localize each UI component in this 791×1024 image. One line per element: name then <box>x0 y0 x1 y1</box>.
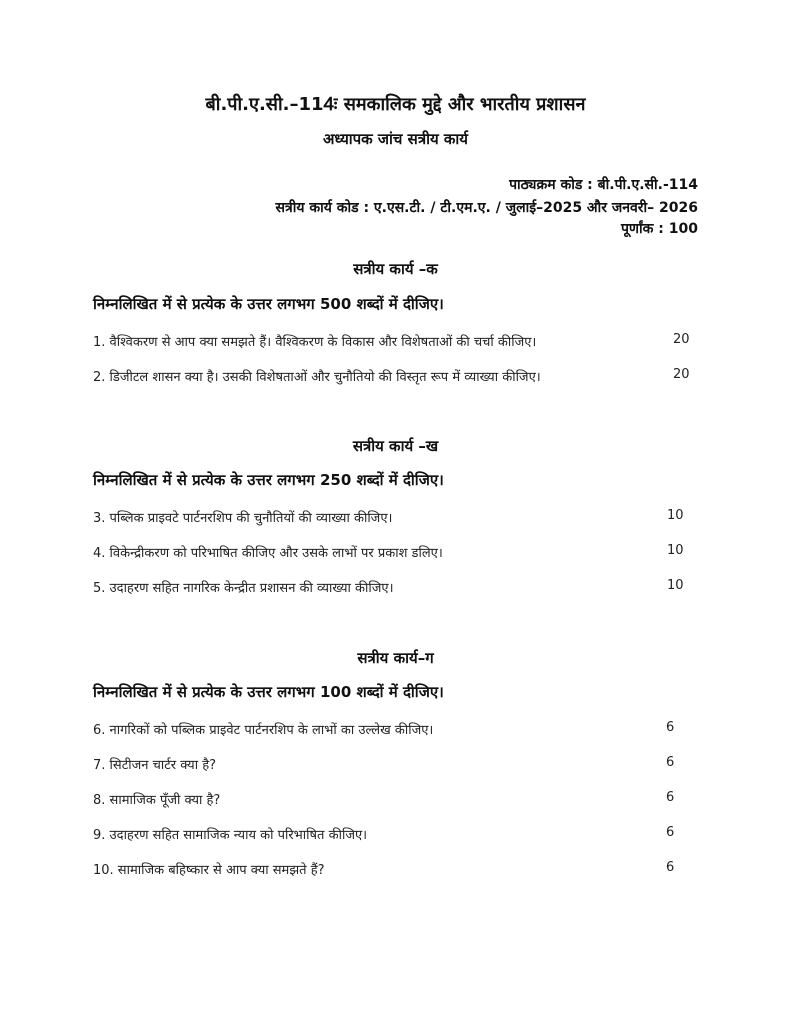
question-text: 10. सामाजिक बहिष्कार से आप क्या समझते हैं? <box>93 863 325 878</box>
question-marks: 10 <box>667 508 684 523</box>
question-marks: 6 <box>666 720 675 735</box>
question-text: 1. वैश्विकरण से आप क्या समझते हैं। वैश्विकरण के विकास और विशेषताओं की चर्चा कीजिए। <box>93 335 537 350</box>
question-marks: 10 <box>667 578 684 593</box>
question-text: 8. सामाजिक पूँजी क्या है? <box>93 793 221 808</box>
question-marks: 10 <box>667 543 684 558</box>
question-text: 6. नागरिकों को पब्लिक प्राइवेट पार्टनरशिप के लाभों का उल्लेख कीजिए। <box>93 723 434 738</box>
assignment-code: सत्रीय कार्य कोड : ए.एस.टी. / टी.एम.ए. / जुलाई–2025 और जनवरी– 2026 <box>275 200 698 216</box>
question-text: 7. सिटीजन चार्टर क्या है? <box>93 758 217 773</box>
question-text: 5. उदाहरण सहित नागरिक केन्द्रीत प्रशासन की व्याख्या कीजिए। <box>93 581 394 596</box>
section-instruction: निम्नलिखित में से प्रत्येक के उत्तर लगभग 250 शब्दों में दीजिए। <box>93 471 444 489</box>
page-subtitle: अध्यापक जांच सत्रीय कार्य <box>322 130 469 148</box>
question-marks: 6 <box>666 825 675 840</box>
question-text: 3. पब्लिक प्राइवटे पार्टनरशिप की चुनौतियों की व्याख्या कीजिए। <box>93 511 393 526</box>
question-text: 9. उदाहरण सहित सामाजिक न्याय को परिभाषित कीजिए। <box>93 828 368 843</box>
question-marks: 6 <box>666 755 675 770</box>
question-text: 4. विकेन्द्रीकरण को परिभाषित कीजिए और उसके लाभों पर प्रकाश डलिए। <box>93 546 443 561</box>
max-marks: पूर्णांक : 100 <box>620 221 698 237</box>
question-marks: 20 <box>673 332 690 347</box>
section-heading: सत्रीय कार्य –ख <box>352 437 439 455</box>
page-title: बी.पी.ए.सी.–114ः समकालिक मुद्दे और भारतीय प्रशासन <box>205 94 586 115</box>
question-marks: 6 <box>666 860 675 875</box>
course-code: पाठ्यक्रम कोड : बी.पी.ए.सी.-114 <box>509 177 698 193</box>
section-instruction: निम्नलिखित में से प्रत्येक के उत्तर लगभग 100 शब्दों में दीजिए। <box>93 683 444 701</box>
section-heading: सत्रीय कार्य –क <box>353 260 438 278</box>
section-instruction: निम्नलिखित में से प्रत्येक के उत्तर लगभग 500 शब्दों में दीजिए। <box>93 295 444 313</box>
section-heading: सत्रीय कार्य–ग <box>357 649 434 667</box>
question-text: 2. डिजीटल शासन क्या है। उसकी विशेषताओं और चुनौतियो की विस्तृत रूप में व्याख्या कीजिए। <box>93 370 541 385</box>
question-marks: 6 <box>666 790 675 805</box>
question-marks: 20 <box>673 367 690 382</box>
